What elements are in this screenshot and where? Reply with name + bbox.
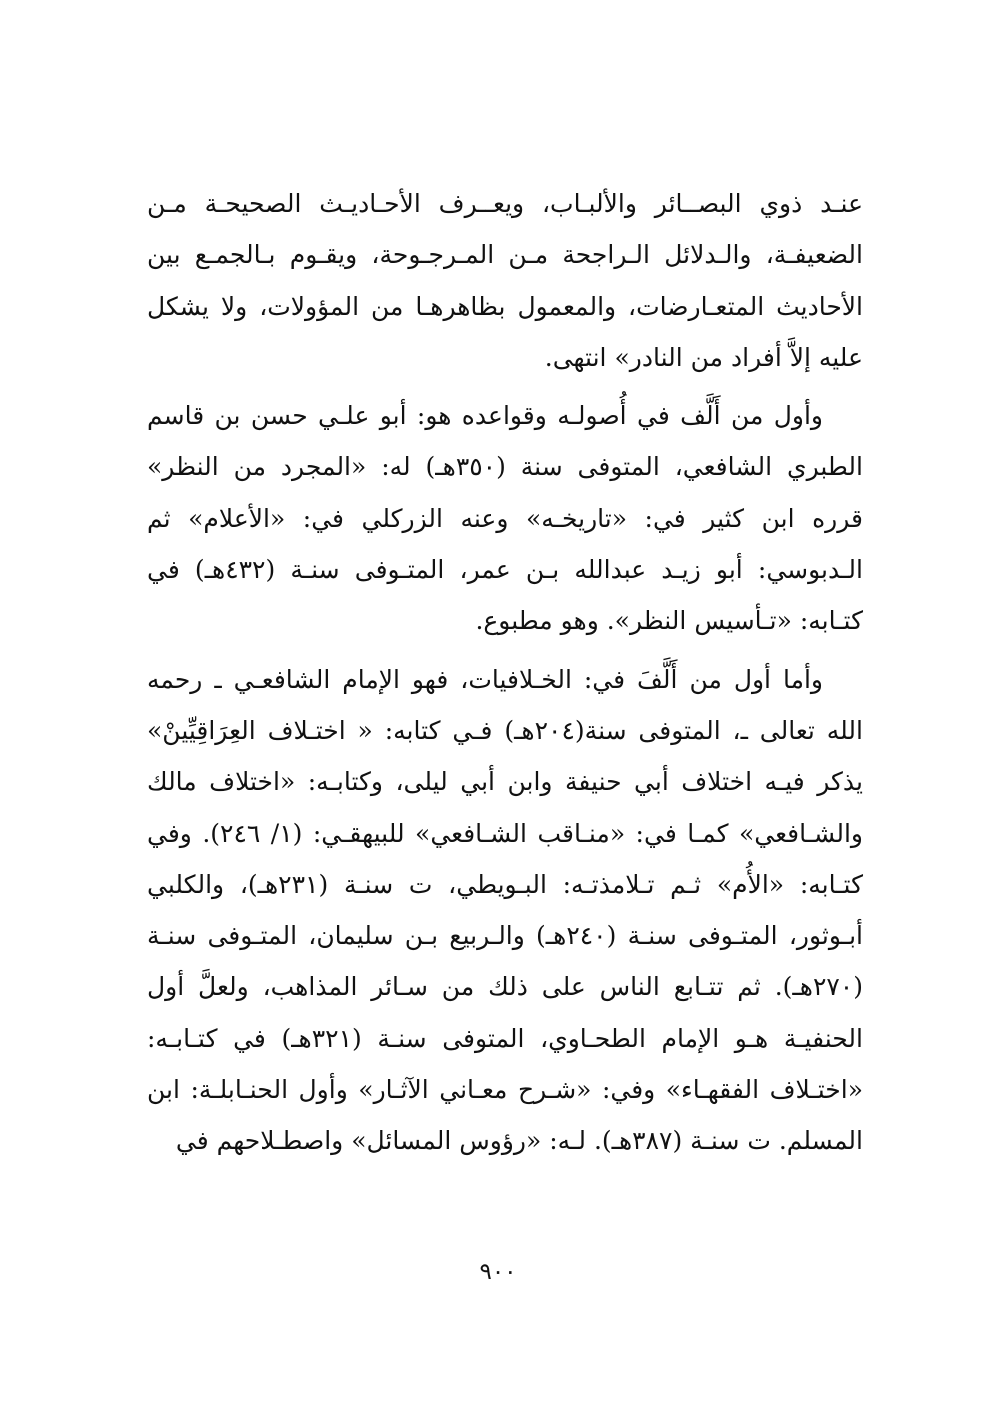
paragraph: وأما أول من أَلَّفَ في: الخـلافيات، فهو الإمام الشافعـي ـ رحمه الله تعالى ـ، المتوفى سنة(٢٠٤هـ) فـي كتابه: « اختـلاف العِرَاقِيِّينْ» يذكر فيـه اختلاف أبي حنيفة وابن أبي ليلى، وكتابـه: «اختلاف مالك والشـافعي» كمـا في: «منـاقب الشـافعي» للبيهقـي: (١/ ٢٤٦). وفي كتـابه: «الأُم» ثـم تـلامذتـه: البـويطي، ت سنـة (٢٣١هـ)، والكلبي أبـوثور، المتـوفى سنـة (٢٤٠هـ) والـربيع بـن سليمان، المتـوفى سنـة (٢٧٠هـ). ثم تتـابع الناس على ذلك من سـائر المذاهب، ولعلَّ أول الحنفيـة هـو الإمام الطحـاوي، المتوفى سنـة (٣٢١هـ) في كتـابـه: «اختـلاف الفقهـاء» وفي: «شـرح معـاني الآثـار» وأول الحنـابلـة: ابن المسلم. ت سنـة (٣٨٧هـ). لـه: «رؤوس المسائل» واصطـلاحهم في [147,664,863,1156]
page-number: ٩٠٠ [479,1259,517,1285]
paragraph: عنـد ذوي البصــائر والألبـاب، ويعــرف الأحـاديـث الصحيحـة مـن الضعيفـة، والـدلائل الـراجحة مـن المـرجـوحة، ويقـوم بـالجمـع بين الأحاديث المتعـارضات، والمعمول بظاهرهـا من المؤولات، ولا يشكل عليه إلاَّ أفراد من النادر» انتهى. [147,189,863,372]
body-text [147,178,863,1167]
paragraph: وأول من أَلَّف في أُصولـه وقواعده هو: أبو علـي حسن بن قاسم الطبري الشافعي، المتوفى سنة (٣٥٠هـ) له: «المجرد من النظر» قرره ابن كثير في: «تاريخـه» وعنه الزركلي في: «الأعلام» ثم الـدبوسي: أبو زيـد عبدالله بـن عمر، المتـوفى سنـة (٤٣٢هـ) في كتـابه: «تـأسيس النظر». وهو مطبوع. [147,401,863,636]
